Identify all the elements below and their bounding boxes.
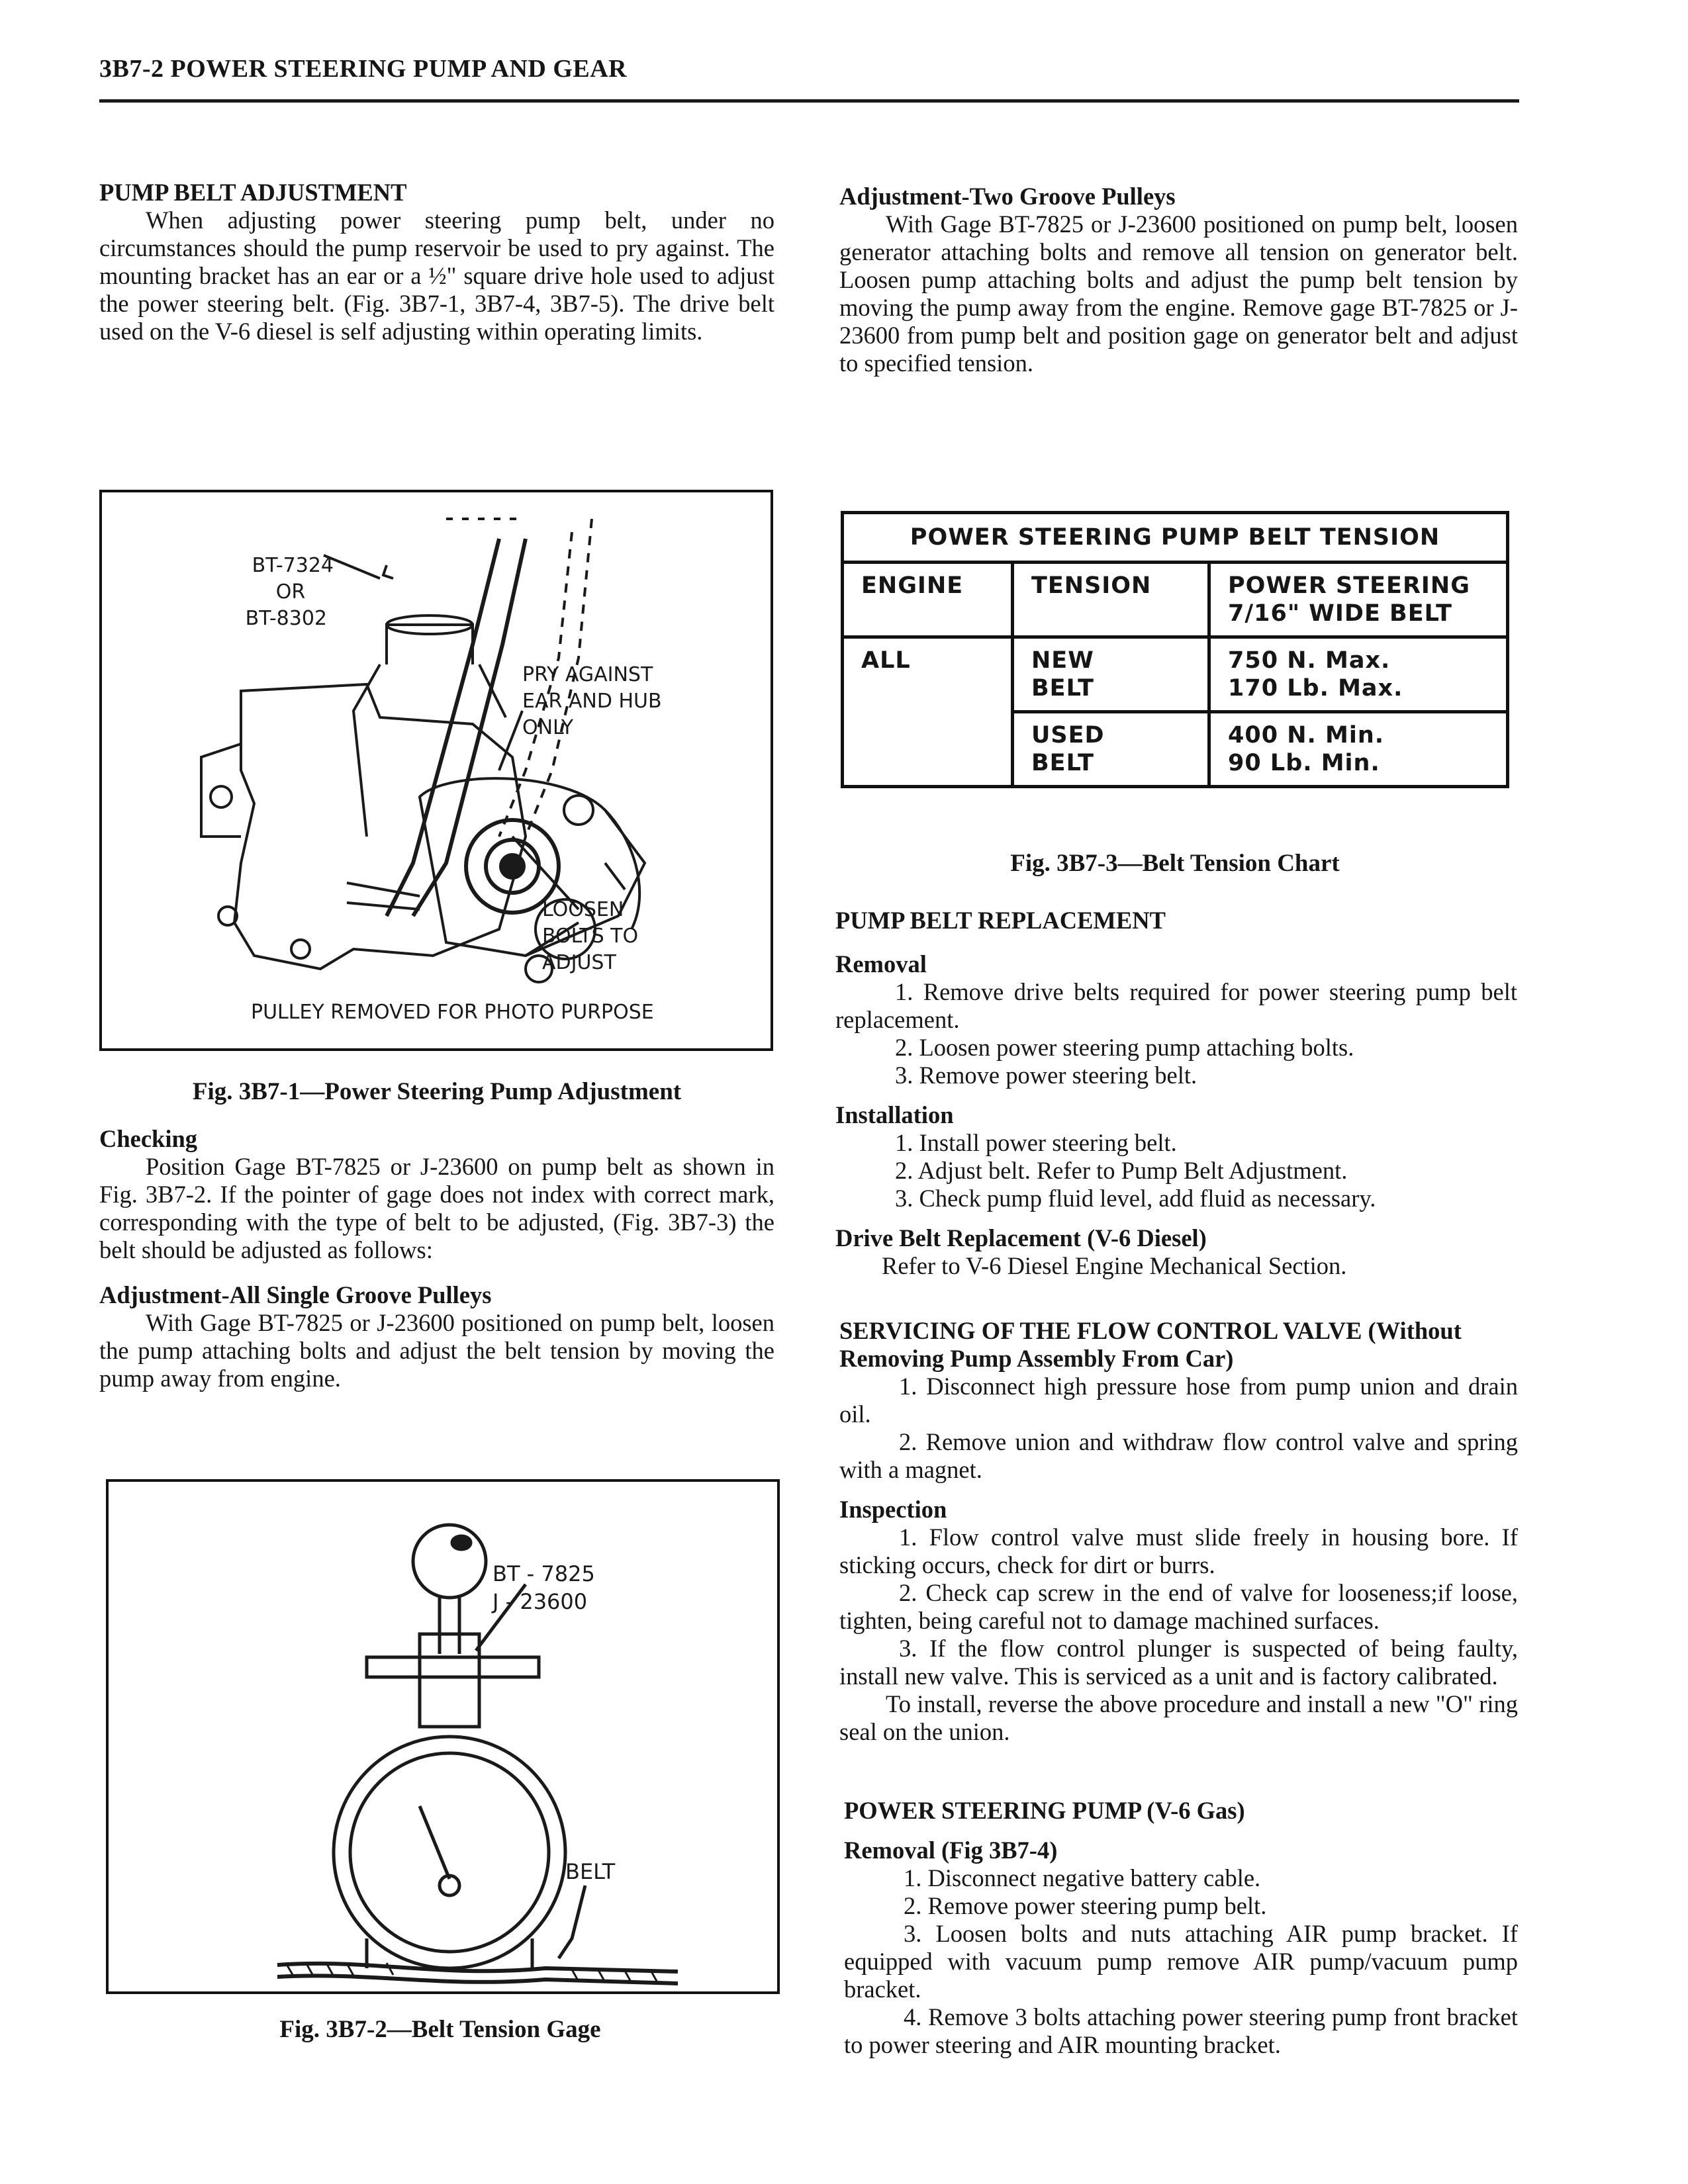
heading-flow-control-2: Removing Pump Assembly From Car) bbox=[839, 1345, 1234, 1372]
install-step-3: 3. Check pump fluid level, add fluid as necessary. bbox=[895, 1185, 1376, 1212]
paragraph-pump-belt-adjustment: When adjusting power steering pump belt, under no circumstances should the pump reservoir be used to pry against. The mounting bracket has an ear or a ½" square drive hole used to adjust the power steering belt. (Fig. 3B7-1, 3B7-4, 3B7-5). The drive belt used on the V-6 diesel is self adjusting within operating limits. bbox=[99, 206, 774, 345]
removal-step-3: 3. Remove power steering belt. bbox=[895, 1062, 1197, 1089]
caption-fig-3b7-1: Fig. 3B7-1—Power Steering Pump Adjustment bbox=[192, 1078, 682, 1105]
flow-step-1: 1. Disconnect high pressure hose from pump union and drain oil. bbox=[839, 1373, 1518, 1428]
cell-engine: ALL bbox=[843, 637, 1013, 787]
cell-value-used bbox=[1209, 712, 1508, 787]
section-two-groove bbox=[839, 183, 1518, 377]
col-header-belt-line-1: POWER STEERING bbox=[1228, 572, 1470, 599]
pump-adjustment-illustration bbox=[102, 492, 771, 1048]
cell-value-used-line-2: 90 Lb. Min. bbox=[1228, 750, 1380, 776]
label-tool-1: BT-7324 bbox=[252, 554, 334, 577]
cell-tension-new-line-1: NEW bbox=[1031, 647, 1094, 674]
header-rule bbox=[99, 99, 1519, 103]
label-tool-or: OR bbox=[275, 580, 306, 604]
page-header: 3B7-2 POWER STEERING PUMP AND GEAR bbox=[99, 55, 628, 83]
label-pry-3: ONLY bbox=[522, 716, 574, 739]
cell-tension-used bbox=[1013, 712, 1209, 787]
col-header-tension: TENSION bbox=[1013, 563, 1209, 637]
removal-step-2: 2. Loosen power steering pump attaching bolts. bbox=[895, 1034, 1354, 1061]
section-pump-belt-adjustment bbox=[99, 179, 774, 345]
paragraph-single-groove: With Gage BT-7825 or J-23600 positioned on pump belt, loosen the pump attaching bolts and adjust the belt tension by moving the pump away from engine. bbox=[99, 1309, 774, 1392]
pump-removal-step-1: 1. Disconnect negative battery cable. bbox=[904, 1864, 1261, 1891]
inspection-note: To install, reverse the above procedure and install a new "O" ring seal on the union. bbox=[839, 1690, 1518, 1745]
pump-removal-step-3: 3. Loosen bolts and nuts attaching AIR pump bracket. If equipped with vacuum pump remove AIR pump/vacuum pump bracket. bbox=[844, 1920, 1518, 2003]
cell-value-new-line-2: 170 Lb. Max. bbox=[1228, 675, 1403, 702]
table-title: POWER STEERING PUMP BELT TENSION bbox=[843, 513, 1508, 563]
belt-tension-gage-illustration bbox=[109, 1482, 777, 1991]
heading-drive-belt-replacement: Drive Belt Replacement (V-6 Diesel) bbox=[835, 1224, 1207, 1251]
heading-pump-belt-replacement: PUMP BELT REPLACEMENT bbox=[835, 907, 1166, 934]
cell-tension-new bbox=[1013, 637, 1209, 712]
paragraph-two-groove: With Gage BT-7825 or J-23600 positioned on pump belt, loosen generator attaching bolts and remove all tension on generator belt. Loosen pump attaching bolts and adjust the pump belt tension by moving the pump away from the engine. Remove gage BT-7825 or J-23600 from pump belt and position gage on generator belt and adjust to specified tension. bbox=[839, 210, 1518, 377]
label-pry-2: EAR AND HUB bbox=[522, 690, 662, 713]
section-checking bbox=[99, 1125, 774, 1392]
col-header-belt-line-2: 7/16" WIDE BELT bbox=[1228, 600, 1453, 627]
removal-step-1: 1. Remove drive belts required for power steering pump belt replacement. bbox=[835, 978, 1517, 1033]
label-loosen-2: BOLTS TO bbox=[542, 925, 639, 948]
heading-single-groove: Adjustment-All Single Groove Pulleys bbox=[99, 1281, 492, 1308]
belt-tension-chart bbox=[841, 511, 1509, 788]
heading-pump-belt-adjustment: PUMP BELT ADJUSTMENT bbox=[99, 179, 407, 206]
install-step-2: 2. Adjust belt. Refer to Pump Belt Adjustment. bbox=[895, 1157, 1348, 1184]
cell-tension-used-line-2: BELT bbox=[1031, 750, 1094, 776]
table-row bbox=[843, 637, 1508, 712]
cell-value-used-line-1: 400 N. Min. bbox=[1228, 722, 1385, 749]
section-pump-belt-replacement bbox=[835, 907, 1517, 1280]
flow-step-2: 2. Remove union and withdraw flow control valve and spring with a magnet. bbox=[839, 1428, 1518, 1483]
figure-pump-adjustment bbox=[99, 490, 773, 1051]
label-gage-2: J - 23600 bbox=[492, 1589, 588, 1614]
caption-fig-3b7-3: Fig. 3B7-3—Belt Tension Chart bbox=[1010, 850, 1340, 877]
paragraph-checking: Position Gage BT-7825 or J-23600 on pump belt as shown in Fig. 3B7-2. If the pointer of gage does not index with correct mark, corresponding with the type of belt to be adjusted, (Fig. 3B7-3) the belt should be adjusted as follows: bbox=[99, 1153, 774, 1263]
section-pump-v6-gas bbox=[844, 1797, 1518, 2059]
caption-fig-3b7-2: Fig. 3B7-2—Belt Tension Gage bbox=[279, 2016, 601, 2043]
paragraph-drive-belt-replacement: Refer to V-6 Diesel Engine Mechanical Section. bbox=[882, 1252, 1347, 1279]
heading-pump-v6-gas: POWER STEERING PUMP (V-6 Gas) bbox=[844, 1797, 1245, 1824]
cell-tension-used-line-1: USED bbox=[1031, 722, 1105, 749]
label-pry-1: PRY AGAINST bbox=[522, 663, 653, 686]
col-header-engine: ENGINE bbox=[843, 563, 1013, 637]
inspection-step-1: 1. Flow control valve must slide freely in housing bore. If sticking occurs, check for dirt or burrs. bbox=[839, 1524, 1518, 1578]
inspection-step-2: 2. Check cap screw in the end of valve for looseness;if loose, tighten, being careful not to damage machined surfaces. bbox=[839, 1579, 1518, 1634]
pump-removal-step-2: 2. Remove power steering pump belt. bbox=[904, 1892, 1267, 1919]
inspection-step-3: 3. If the flow control plunger is suspected of being faulty, install new valve. This is serviced as a unit and is factory calibrated. bbox=[839, 1635, 1518, 1690]
label-belt: BELT bbox=[565, 1859, 616, 1884]
pump-removal-step-4: 4. Remove 3 bolts attaching power steering pump front bracket to power steering and AIR mounting bracket. bbox=[844, 2003, 1518, 2058]
heading-inspection: Inspection bbox=[839, 1496, 947, 1523]
label-pulley-removed: PULLEY REMOVED FOR PHOTO PURPOSE bbox=[251, 1001, 654, 1024]
cell-value-new-line-1: 750 N. Max. bbox=[1228, 647, 1391, 674]
label-loosen-1: LOOSEN bbox=[542, 898, 624, 921]
cell-value-new bbox=[1209, 637, 1508, 712]
cell-tension-new-line-2: BELT bbox=[1031, 675, 1094, 702]
heading-removal: Removal bbox=[835, 950, 927, 978]
figure-belt-tension-gage bbox=[106, 1479, 780, 1994]
section-flow-control-valve bbox=[839, 1317, 1518, 1746]
heading-two-groove: Adjustment-Two Groove Pulleys bbox=[839, 183, 1176, 210]
tension-table bbox=[841, 511, 1509, 788]
col-header-belt bbox=[1209, 563, 1508, 637]
label-loosen-3: ADJUST bbox=[542, 951, 616, 974]
label-tool-2: BT-8302 bbox=[245, 607, 327, 630]
heading-flow-control-1: SERVICING OF THE FLOW CONTROL VALVE (Without bbox=[839, 1317, 1462, 1344]
heading-installation: Installation bbox=[835, 1101, 954, 1128]
heading-pump-removal: Removal (Fig 3B7-4) bbox=[844, 1837, 1058, 1864]
heading-checking: Checking bbox=[99, 1125, 198, 1152]
install-step-1: 1. Install power steering belt. bbox=[895, 1129, 1177, 1156]
label-gage-1: BT - 7825 bbox=[492, 1561, 595, 1586]
